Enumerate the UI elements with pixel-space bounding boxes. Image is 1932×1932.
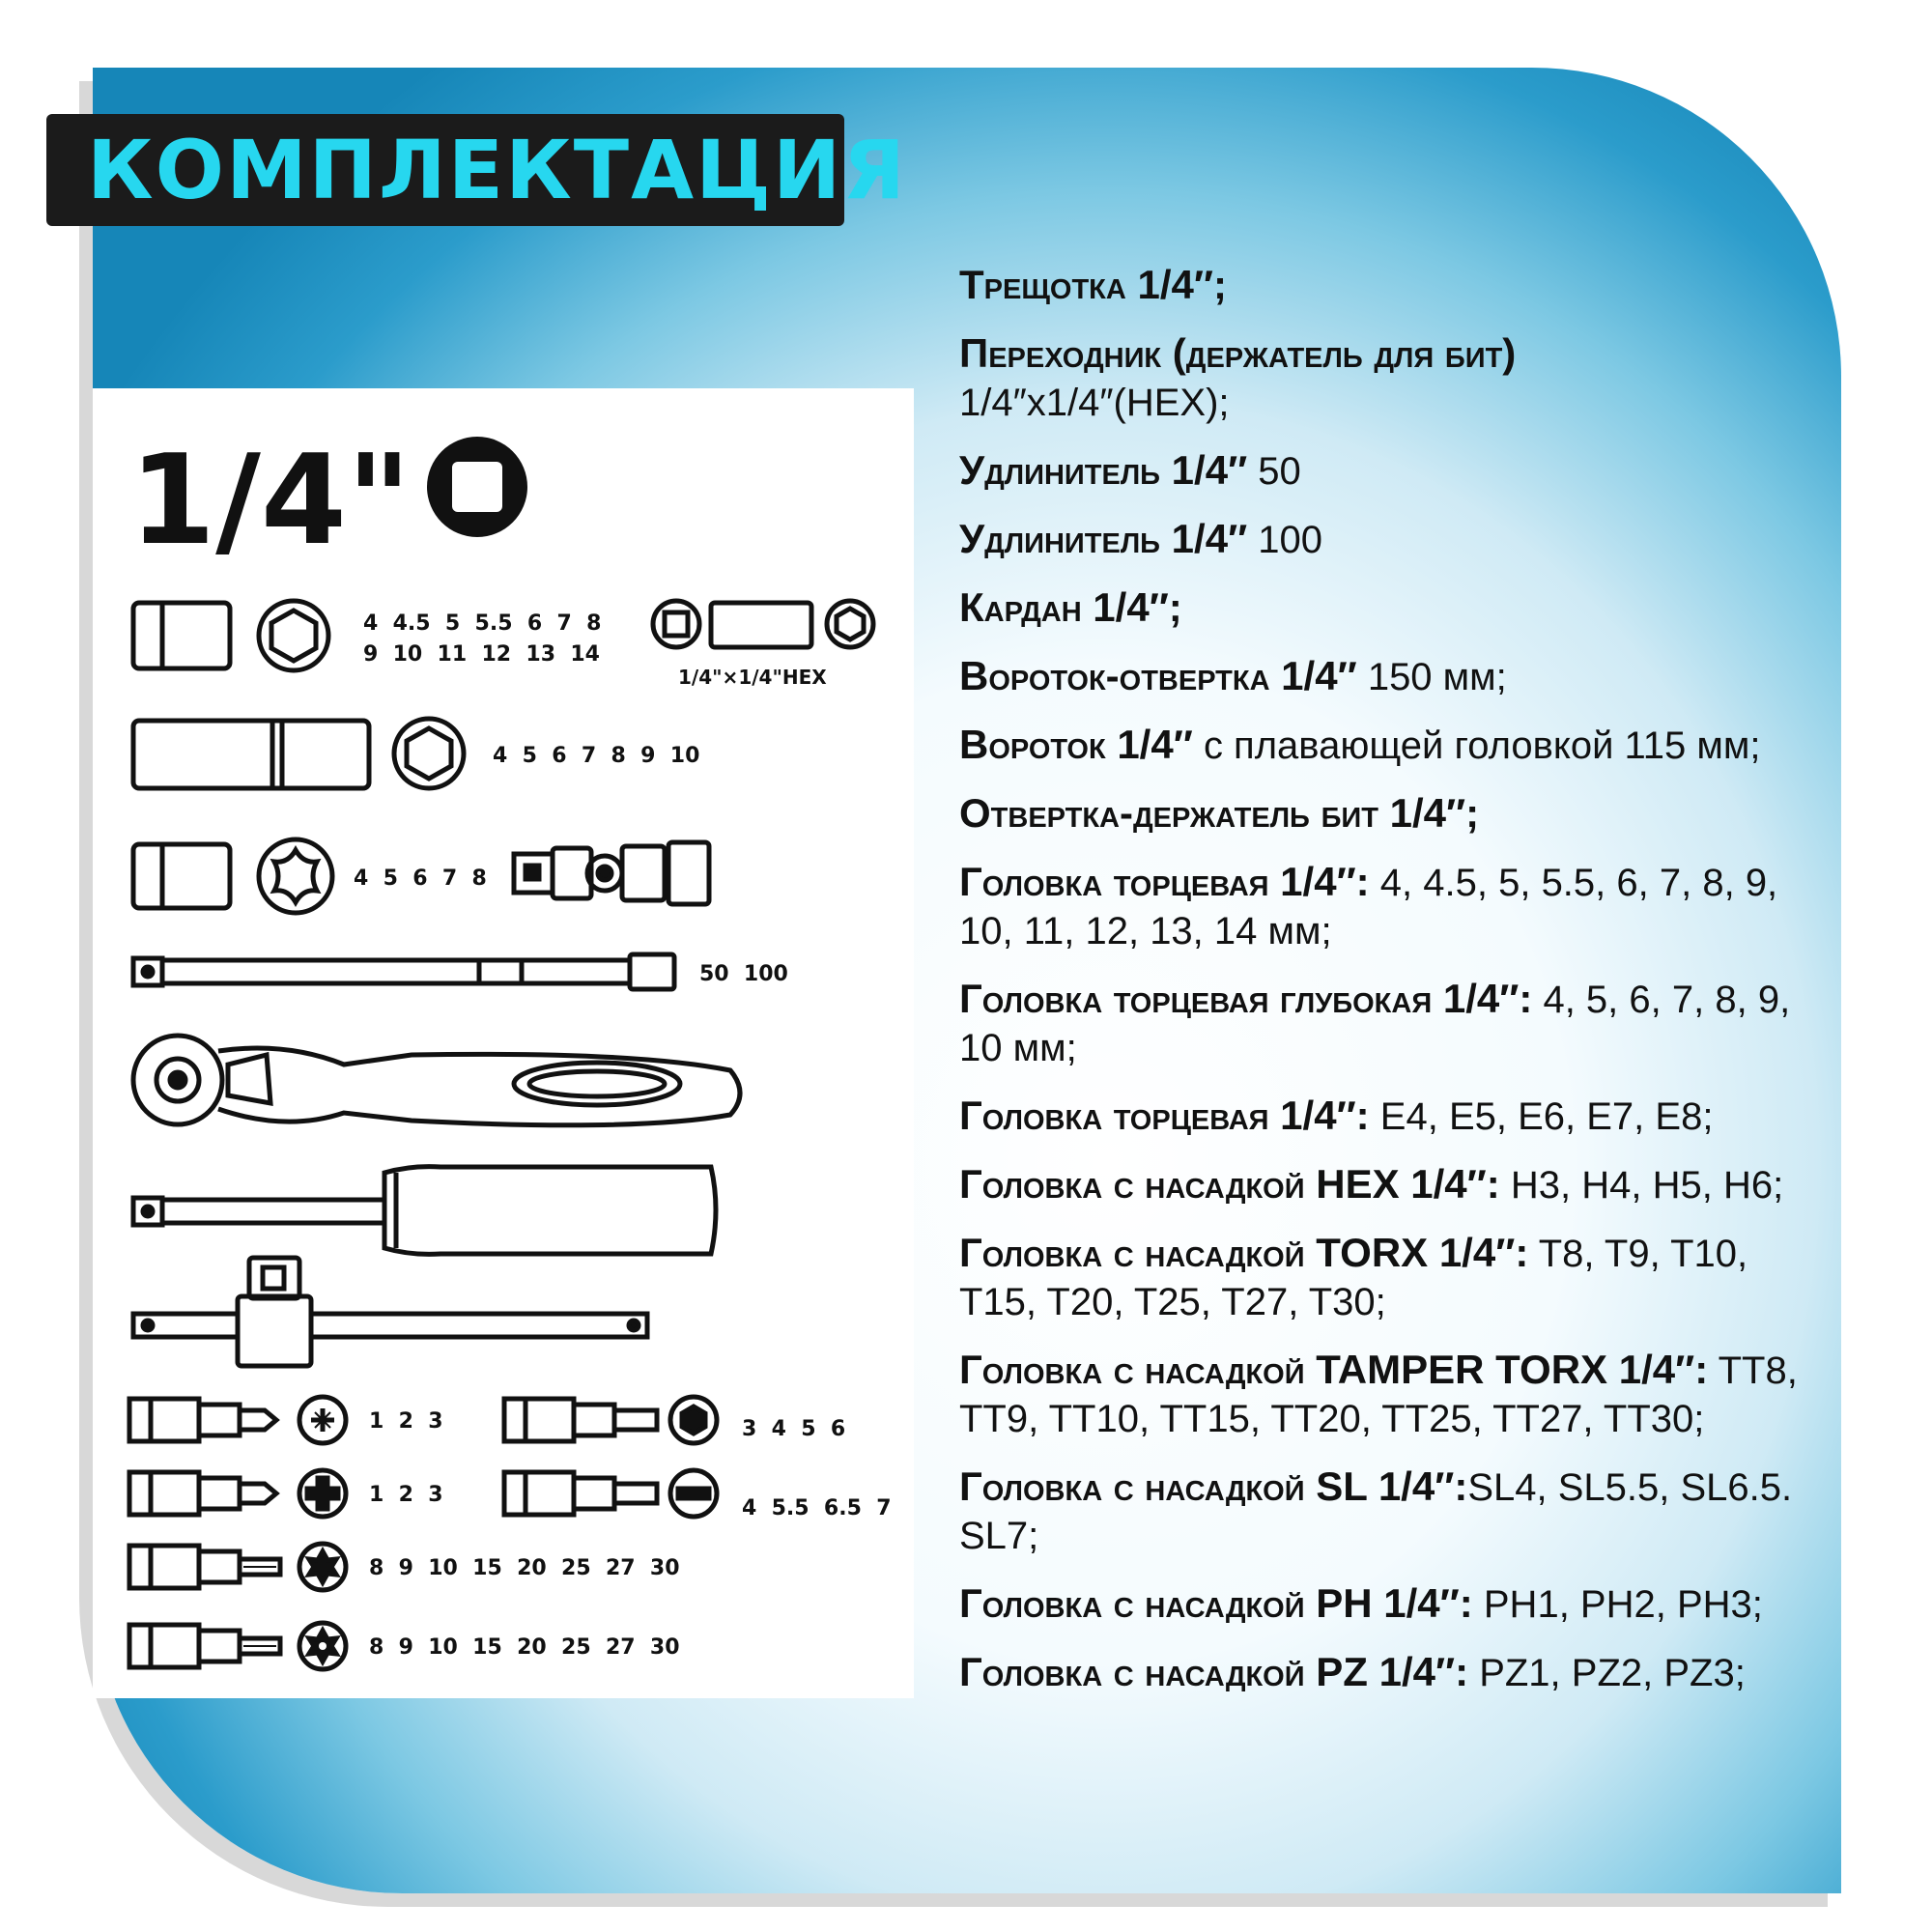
- item-label: Отвертка-держатель бит 1/4″;: [959, 790, 1480, 836]
- item-value: 50: [1247, 450, 1301, 493]
- item-value: с плавающей головкой 115 мм;: [1192, 724, 1761, 767]
- hex-bits: 3 4 5 6: [742, 1417, 846, 1441]
- tamper-torx-bits: 8 9 10 15 20 25 27 30: [369, 1635, 680, 1660]
- socket-icon: [133, 844, 230, 908]
- contents-item: [959, 1346, 1829, 1443]
- hex-bit-icon: [670, 1397, 717, 1443]
- adapter-icon: [653, 601, 873, 647]
- item-value: 1/4″х1/4″(HEX);: [959, 382, 1230, 424]
- item-label: Головка торцевая глубокая 1/4″:: [959, 976, 1533, 1021]
- deep-socket-icon: [133, 721, 369, 788]
- ph-bits: 1 2 3: [369, 1483, 443, 1507]
- tamper-torx-icon: [299, 1623, 346, 1669]
- t-handle-icon: [133, 1258, 647, 1366]
- socket-sizes-row2: 9 10 11 12 13 14: [363, 642, 600, 667]
- contents-item: [959, 261, 1829, 310]
- extension-sizes: 50 100: [699, 962, 788, 986]
- e-socket-sizes: 4 5 6 7 8: [354, 867, 487, 891]
- socket-icon: [133, 603, 230, 668]
- item-value: 150 мм;: [1356, 656, 1507, 698]
- contents-item: [959, 975, 1829, 1072]
- bit-holder-icon: [129, 1399, 276, 1441]
- item-label: Головка с насадкой HEX 1/4″:: [959, 1161, 1500, 1207]
- bit-holder-icon: [504, 1399, 657, 1441]
- universal-joint-icon: [514, 842, 709, 904]
- phillips-icon: [299, 1470, 346, 1517]
- contents-item: [959, 1648, 1829, 1697]
- contents-item: [959, 789, 1829, 838]
- pz-bits: 1 2 3: [369, 1409, 443, 1434]
- item-value: H3, H4, H5, H6;: [1499, 1164, 1784, 1207]
- item-value: TT8, TT9, TT10, TT15, TT20, TT25, TT27, TT30;: [959, 1350, 1798, 1440]
- item-label: Кардан 1/4″;: [959, 584, 1182, 630]
- deep-socket-sizes: 4 5 6 7 8 9 10: [493, 744, 700, 768]
- sl-bits: 4 5.5 6.5 7: [742, 1496, 892, 1520]
- contents-item: [959, 1463, 1829, 1560]
- contents-item: [959, 652, 1829, 701]
- drive-size-label: 1/4": [129, 429, 412, 573]
- item-label: Вороток 1/4″: [959, 722, 1193, 767]
- item-value: 100: [1247, 519, 1323, 561]
- contents-item: [959, 515, 1829, 564]
- item-label: Головка с насадкой TORX 1/4″:: [959, 1230, 1529, 1275]
- bit-holder-icon: [129, 1546, 280, 1588]
- contents-item: [959, 446, 1829, 496]
- item-label: Удлинитель 1/4″: [959, 516, 1248, 561]
- item-label: Трещотка 1/4″;: [959, 262, 1227, 307]
- item-label: Головка с насадкой TAMPER TORX 1/4″:: [959, 1347, 1709, 1392]
- contents-item: [959, 1229, 1829, 1326]
- page-title: КОМПЛЕКТАЦИЯ: [87, 123, 907, 217]
- screwdriver-handle-icon: [133, 1167, 716, 1255]
- e-torx-socket-icon: [259, 839, 332, 913]
- item-value: PZ1, PZ2, PZ3;: [1468, 1652, 1746, 1694]
- item-label: Вороток-отвертка 1/4″: [959, 653, 1357, 698]
- item-value: E4, E5, E6, E7, E8;: [1369, 1095, 1714, 1138]
- contents-item: [959, 1579, 1829, 1629]
- hex-socket-icon: [394, 719, 464, 788]
- contents-list: [959, 261, 1829, 1717]
- contents-item: [959, 583, 1829, 633]
- ratchet-icon: [133, 1036, 740, 1125]
- bit-holder-icon: [129, 1472, 276, 1515]
- extension-bar-icon: [133, 954, 674, 989]
- hex-socket-icon: [259, 601, 328, 670]
- item-value: 4, 4.5, 5, 5.5, 6, 7, 8, 9, 10, 11, 12, 13, 14 мм;: [959, 862, 1778, 952]
- bit-holder-icon: [504, 1472, 657, 1515]
- square-drive-icon: [427, 437, 527, 537]
- adapter-label: 1/4"×1/4"HEX: [678, 666, 827, 689]
- contents-item: [959, 1160, 1829, 1209]
- item-label: Головка с насадкой PZ 1/4″:: [959, 1649, 1469, 1694]
- title-banner: [46, 114, 907, 226]
- torx-bits: 8 9 10 15 20 25 27 30: [369, 1556, 680, 1580]
- pozidriv-icon: [299, 1397, 346, 1443]
- item-value: 4, 5, 6, 7, 8, 9, 10 мм;: [959, 979, 1791, 1069]
- item-value: SL4, SL5.5, SL6.5. SL7;: [959, 1466, 1793, 1557]
- socket-sizes-row1: 4 4.5 5 5.5 6 7 8: [363, 611, 602, 636]
- item-label: Головка с насадкой PH 1/4″:: [959, 1580, 1473, 1626]
- contents-item: [959, 329, 1829, 427]
- contents-item: [959, 858, 1829, 955]
- bit-holder-icon: [129, 1625, 280, 1667]
- item-label: Головка торцевая 1/4″:: [959, 859, 1370, 904]
- torx-icon: [299, 1544, 346, 1590]
- contents-item: [959, 721, 1829, 770]
- item-label: Головка с насадкой SL 1/4″:: [959, 1463, 1468, 1509]
- item-value: T8, T9, T10, T15, T20, T25, T27, T30;: [959, 1233, 1748, 1323]
- item-label: Переходник (держатель для бит): [959, 330, 1517, 376]
- tool-diagram: [93, 388, 914, 1698]
- slotted-icon: [670, 1470, 717, 1517]
- item-label: Удлинитель 1/4″: [959, 447, 1248, 493]
- item-label: Головка торцевая 1/4″:: [959, 1093, 1370, 1138]
- item-value: PH1, PH2, PH3;: [1472, 1583, 1763, 1626]
- contents-item: [959, 1092, 1829, 1141]
